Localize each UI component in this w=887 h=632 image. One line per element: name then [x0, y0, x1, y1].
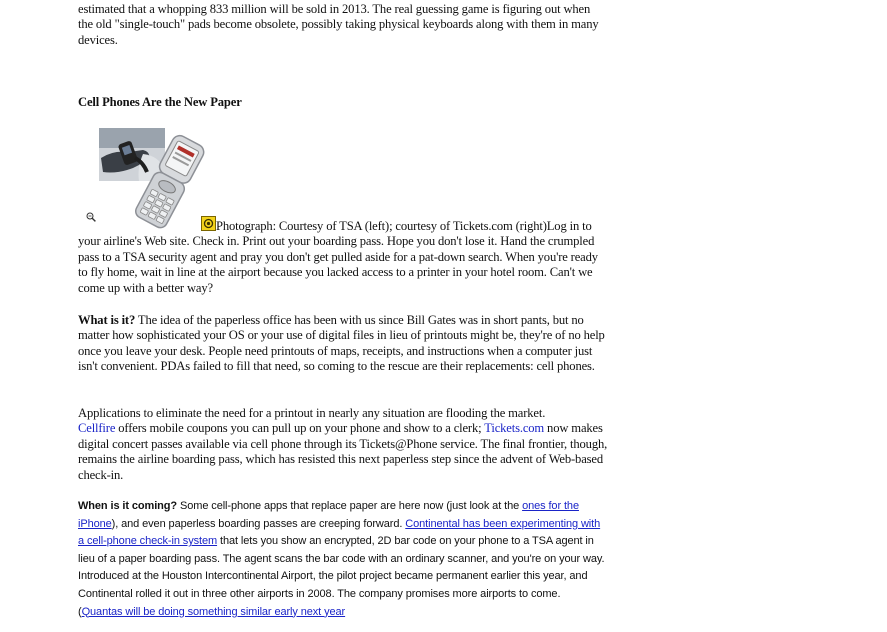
tickets-com-link[interactable]: Tickets.com [484, 421, 545, 436]
when-is-it-coming-paragraph: When is it coming? Some cell-phone apps that replace paper are here now (just look at the ones for the iPhone), and even paperless boarding passes are creeping forward. Continental has been experimenting with a cell-phone check-in system that lets you show an encrypted, 2D bar code on your phone to a TSA agent in lieu of a paper boarding pass. The agent scans the bar code with an ordinary scanner, and you're on your way. Introduced at the Houston Intercontinental Airport, the pilot project became permanent earlier this year, and Continental rolled it out in three other airports in 2008. The company promises more airports to come. (Quantas will be doing something similar early next year [78, 500, 605, 618]
photo-flip-phone [123, 133, 215, 229]
applications-paragraph: Applications to eliminate the need for a printout in nearly any situation are flooding the market. Cellfire offers mobile coupons you can pull up on your phone and show to a clerk; Tickets.com now makes digital concert passes available via cell phone through its Tickets@Phone service. The final frontier, though, remains the airline boarding pass, which has resisted this next paperless step since the advent of Web-based check-in. [78, 406, 608, 482]
photo-caption: Photograph: Courtesy of TSA (left); courtesy of Tickets.com (right) [216, 219, 547, 233]
iphone-apps-link[interactable]: ones for the iPhone [78, 500, 579, 530]
cellfire-link[interactable]: Cellfire [78, 421, 116, 436]
what-is-it-paragraph: What is it? The idea of the paperless office has been with us since Bill Gates was in short pants, but no matter how sophisticated your OS or your use of digital files in lieu of printouts might be, they're of no help once you leave your desk. People need printouts of maps, receipts, and instructions when a computer just isn't convenient. PDAs failed to fill that need, so coming to the rescue are their replacements: cell phones. [78, 313, 605, 374]
caption-intro-block [78, 219, 610, 296]
continental-link[interactable]: Continental has been experimenting with a cell-phone check-in system [78, 517, 601, 548]
what-is-it-label: What is it? [78, 313, 136, 327]
intro-paragraph: Log in to your airline's Web site. Check in. Print out your boarding pass. Hope you don't lose it. Hand the crumpled pass to a TSA security agent and pray you don't get pulled aside for a pat-down search. When you're ready to fly home, wait in line at the airport because you lacked access to a printer in your hotel room. Can't we come up with a better way? [78, 219, 598, 295]
section-heading: Cell Phones Are the New Paper [78, 95, 242, 109]
quantas-link[interactable]: Quantas will be doing something similar early next year [81, 605, 346, 618]
top-paragraph: estimated that a whopping 833 million will be sold in 2013. The real guessing game is figuring out when the old "single-touch" pads become obsolete, possibly taking physical keyboards along with them in many devices. [78, 2, 599, 47]
when-coming-label: When is it coming? [78, 500, 178, 512]
